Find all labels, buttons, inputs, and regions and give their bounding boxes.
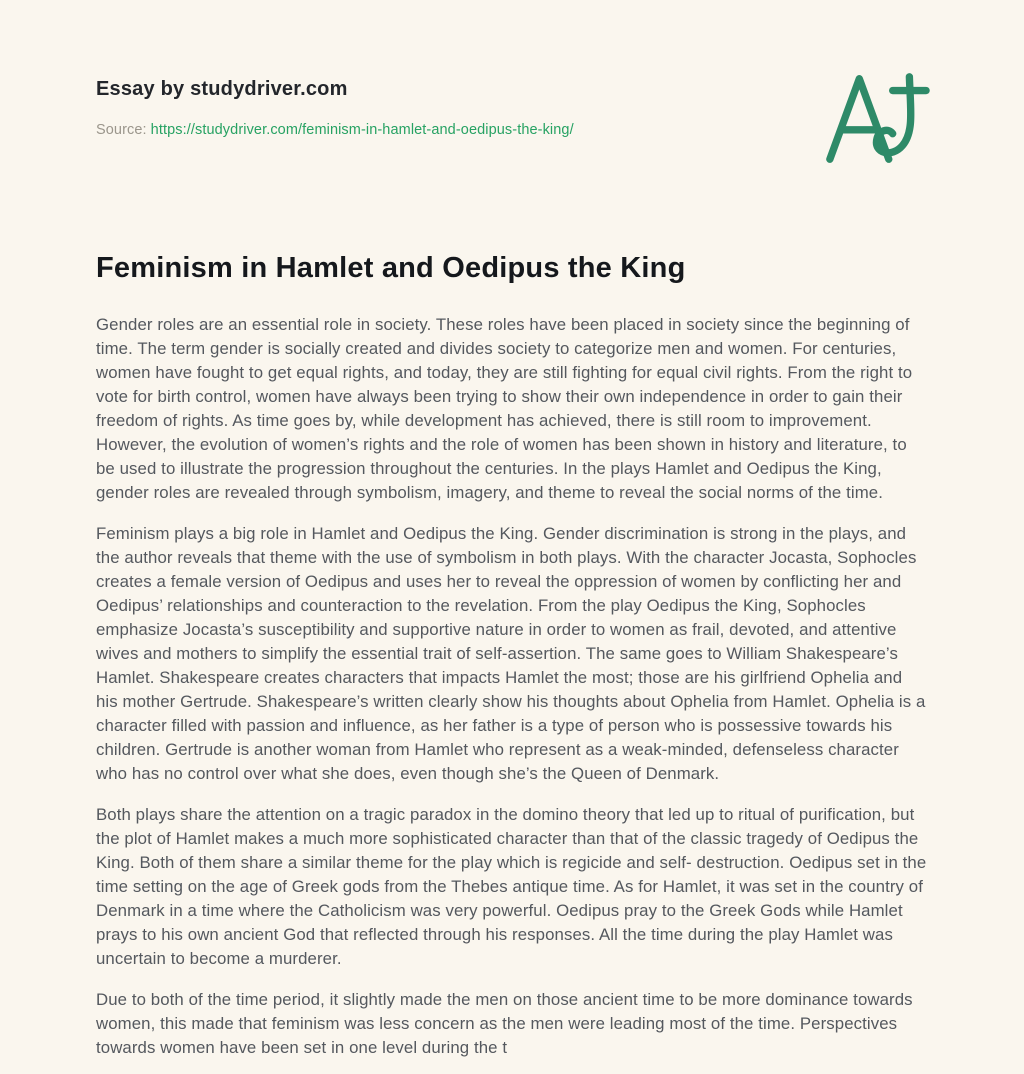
source-label: Source: [96, 122, 147, 138]
essay-paragraph: Both plays share the attention on a tragic paradox in the domino theory that led up to ritual of purification, but the plot of Hamlet makes a much more sophisticated character than that of the classic tragedy of Oedipus the King. Both of them share a similar theme for the play which is regicide and self- destruction. Oedipus set in the time setting on the age of Greek gods from the Thebes antique time. As for Hamlet, it was set in the country of Denmark in a time where the Catholicism was very powerful. Oedipus pray to the Greek Gods while Hamlet prays to his own ancient God that reflected through his responses. All the time during the play Hamlet was uncertain to become a murderer. [96, 805, 927, 968]
byline: Essay by studydriver.com [96, 78, 348, 100]
essay-paragraph: Gender roles are an essential role in society. These roles have been placed in society since the beginning of time. The term gender is socially created and divides society to categorize men and women. For centuries, women have fought to get equal rights, and today, they are still fighting for equal civil rights. From the right to vote for birth control, women have always been trying to show their own independence in order to gain their freedom of rights. As time goes by, while development has achieved, there is still room to improvement. However, the evolution of women’s rights and the role of women has been shown in history and literature, to be used to illustrate the progression throughout the centuries. In the plays Hamlet and Oedipus the King, gender roles are revealed through symbolism, imagery, and theme to reveal the social norms of the time. [96, 315, 913, 502]
page-title: Feminism in Hamlet and Oedipus the King [96, 252, 686, 284]
page-header [96, 0, 928, 138]
source-line [96, 122, 928, 138]
source-url-link[interactable]: https://studydriver.com/feminism-in-hamlet-and-oedipus-the-king/ [150, 122, 574, 138]
title-wrap [96, 250, 928, 287]
essay-body [96, 313, 928, 1060]
essay-paragraph: Feminism plays a big role in Hamlet and Oedipus the King. Gender discrimination is strong in the plays, and the author reveals that theme with the use of symbolism in both plays. With the character Jocasta, Sophocles creates a female version of Oedipus and uses her to reveal the oppression of women by conflicting her and Oedipus’ relationships and counteraction to the revelation. From the play Oedipus the King, Sophocles emphasize Jocasta’s susceptibility and supportive nature in order to women as frail, devoted, and attentive wives and mothers to simplify the essential trait of self-assertion. The same goes to William Shakespeare’s Hamlet. Shakespeare creates characters that impacts Hamlet the most; those are his girlfriend Ophelia and his mother Gertrude. Shakespeare’s written clearly show his thoughts about Ophelia from Hamlet. Ophelia is a character filled with passion and influence, as her father is a type of person who is possessive towards his children. Gertrude is another woman from Hamlet who represent as a weak-minded, defenseless character who has no control over what she does, even though she’s the Queen of Denmark. [96, 524, 926, 783]
essay-paragraph: Due to both of the time period, it slightly made the men on those ancient time to be more dominance towards women, this made that feminism was less concern as the men were leading most of the time. Perspectives towards women have been set in one level during the t [96, 990, 913, 1057]
studydriver-logo [822, 70, 930, 166]
